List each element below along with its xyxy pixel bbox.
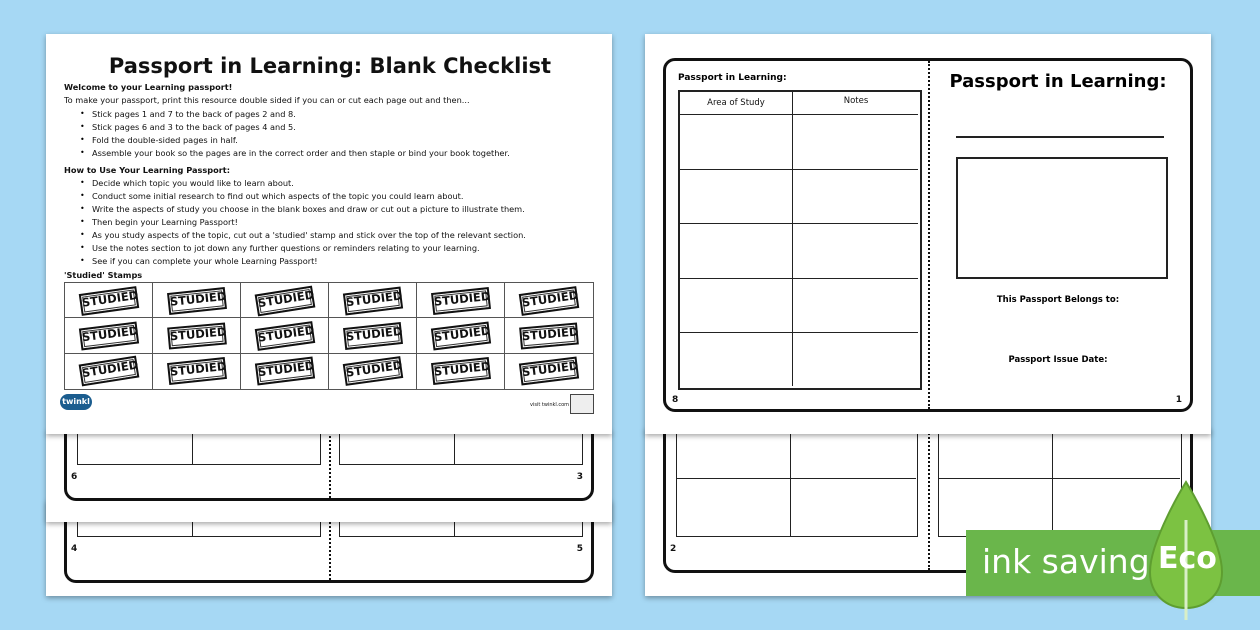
stamp-cell: [153, 283, 241, 318]
stamp-cell: [505, 354, 593, 389]
page-number: 5: [576, 544, 583, 554]
checklist-sheet: [46, 34, 612, 434]
page-number: 8: [672, 395, 679, 405]
page-number: 3: [576, 472, 583, 482]
stamp-cell: [417, 354, 505, 389]
studied-stamp: STUDIED: [167, 357, 227, 385]
howto-heading: How to Use Your Learning Passport:: [64, 165, 230, 175]
welcome-intro: To make your passport, print this resource double sided if you can or cut each page out and then...: [64, 95, 470, 105]
passport-small-title: Passport in Learning:: [678, 73, 787, 83]
stamp-cell: [65, 318, 153, 353]
page-number: 6: [71, 472, 78, 482]
table-row-divider: [678, 332, 918, 333]
passport-sheet: [645, 34, 1211, 434]
footer-url: visit twinkl.com: [530, 402, 570, 408]
table-divider: [938, 478, 1180, 479]
fold-line: [928, 61, 930, 409]
table-cell: [676, 424, 918, 537]
list-item: Then begin your Learning Passport!: [92, 217, 238, 227]
column-header-notes: Notes: [843, 96, 869, 106]
studied-stamp: STUDIED: [343, 356, 403, 386]
studied-stamp: STUDIED: [343, 286, 403, 315]
table-divider: [790, 424, 791, 536]
stamp-cell: [329, 283, 417, 318]
list-item: See if you can complete your whole Learning Passport!: [92, 256, 318, 266]
studied-stamp: STUDIED: [167, 287, 227, 315]
column-header-area: Area of Study: [707, 98, 765, 108]
table-row-divider: [678, 278, 918, 279]
worksheet-middle-sheet: [46, 430, 612, 522]
stamp-cell: [329, 318, 417, 353]
list-item: Stick pages 6 and 3 to the back of pages 4 and 5.: [92, 122, 296, 132]
bullet-icon: •: [80, 217, 85, 226]
list-item: Assemble your book so the pages are in the correct order and then staple or bind your book together.: [92, 148, 510, 158]
studied-stamp: STUDIED: [255, 285, 316, 316]
studied-stamp: STUDIED: [255, 357, 315, 386]
studied-stamp: STUDIED: [167, 322, 227, 349]
studied-stamp: STUDIED: [79, 356, 140, 387]
page-number: 4: [71, 544, 78, 554]
name-line: [956, 136, 1164, 138]
bullet-icon: •: [80, 204, 85, 213]
stamp-cell: [153, 318, 241, 353]
studied-stamp: STUDIED: [431, 322, 491, 351]
list-item: Write the aspects of study you choose in the blank boxes and draw or cut out a picture to illustrate them.: [92, 204, 525, 214]
list-item: Stick pages 1 and 7 to the back of pages 2 and 8.: [92, 109, 296, 119]
studied-stamp: STUDIED: [343, 322, 403, 350]
bullet-icon: •: [80, 109, 85, 118]
page-number: 1: [1175, 395, 1182, 405]
ink-saving-label: ink saving: [982, 542, 1150, 581]
studied-stamp: STUDIED: [431, 287, 491, 315]
bullet-icon: •: [80, 178, 85, 187]
studied-stamp: STUDIED: [519, 357, 579, 386]
fold-line: [928, 418, 930, 570]
bullet-icon: •: [80, 191, 85, 200]
twinkl-logo: [60, 394, 92, 410]
bullet-icon: •: [80, 230, 85, 239]
table-divider: [676, 478, 916, 479]
passport-big-title: Passport in Learning:: [949, 71, 1167, 92]
eco-label: Eco: [1158, 541, 1217, 576]
badge-icon: [570, 394, 594, 414]
stamp-cell: [417, 318, 505, 353]
stamp-cell: [505, 318, 593, 353]
stamp-cell: [417, 283, 505, 318]
bullet-icon: •: [80, 122, 85, 131]
list-item: Conduct some initial research to find out which aspects of the topic you could learn about.: [92, 191, 464, 201]
bullet-icon: •: [80, 243, 85, 252]
list-item: Fold the double-sided pages in half.: [92, 135, 238, 145]
stamps-grid: [64, 282, 594, 390]
list-item: Use the notes section to jot down any further questions or reminders relating to your learning.: [92, 243, 480, 253]
bullet-icon: •: [80, 148, 85, 157]
stamp-cell: [241, 283, 329, 318]
stamp-cell: [65, 354, 153, 389]
studied-stamp: STUDIED: [519, 286, 579, 316]
stamp-cell: [241, 318, 329, 353]
belongs-label: This Passport Belongs to:: [996, 295, 1120, 305]
list-item: Decide which topic you would like to learn about.: [92, 178, 294, 188]
table-row-divider: [678, 169, 918, 170]
issue-date-label: Passport Issue Date:: [1008, 355, 1108, 365]
studied-stamp: STUDIED: [255, 321, 315, 351]
table-header-divider: [678, 114, 918, 115]
study-table: [678, 90, 922, 390]
studied-stamp: STUDIED: [431, 357, 491, 385]
table-column-divider: [792, 90, 793, 386]
stamps-heading: 'Studied' Stamps: [64, 270, 143, 280]
bullet-icon: •: [80, 256, 85, 265]
bullet-icon: •: [80, 135, 85, 144]
logo-text: twinkl: [62, 397, 90, 406]
stamp-cell: [241, 354, 329, 389]
welcome-heading: Welcome to your Learning passport!: [64, 82, 233, 92]
stamp-cell: [329, 354, 417, 389]
page-number: 2: [670, 544, 677, 554]
booklet-frame: [663, 58, 1193, 412]
stamp-cell: [65, 283, 153, 318]
stamp-cell: [505, 283, 593, 318]
stamp-cell: [153, 354, 241, 389]
studied-stamp: STUDIED: [79, 322, 139, 351]
studied-stamp: STUDIED: [519, 322, 579, 349]
list-item: As you study aspects of the topic, cut out a 'studied' stamp and stick over the top of the relevant section.: [92, 230, 526, 240]
table-divider: [1052, 424, 1053, 536]
photo-box: [956, 157, 1168, 279]
table-row-divider: [678, 223, 918, 224]
studied-stamp: STUDIED: [79, 286, 139, 316]
page-title: Passport in Learning: Blank Checklist: [108, 54, 552, 78]
